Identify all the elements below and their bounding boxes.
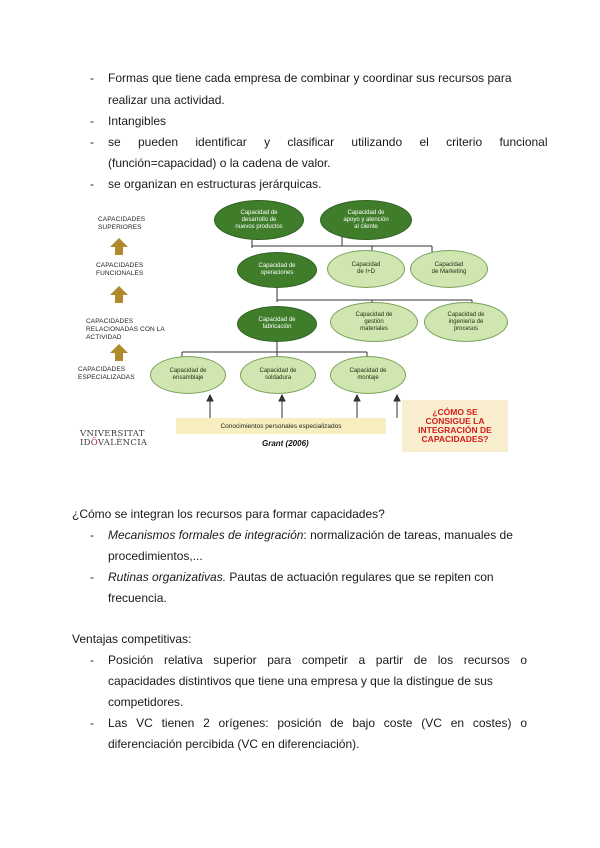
bullet-emphasis: Rutinas organizativas.: [108, 570, 227, 584]
support-arrowhead: [394, 395, 400, 401]
figure-source: Grant (2006): [262, 439, 309, 448]
node-gestion-materiales: Capacidad de gestión materiales: [330, 302, 418, 342]
base-knowledge-bar: Conocimientos personales especializados: [176, 418, 386, 434]
bullet-rest: Pautas de actuación regulares que se repiten con: [226, 570, 494, 584]
level-label-funcionales: CAPACIDADES FUNCIONALES: [96, 262, 144, 277]
support-arrowhead: [207, 395, 213, 401]
level-label-superiores: CAPACIDADES SUPERIORES: [98, 216, 146, 231]
arrow-up-stem: [115, 295, 123, 303]
integration-question-box: [402, 400, 508, 452]
bullet-text-line: Las VC tienen 2 orígenes: posición de bajo coste (VC en costes) o: [108, 716, 527, 730]
bullet-text-line: competidores.: [108, 695, 184, 709]
node-id: Capacidad de I+D: [327, 250, 405, 288]
question-line: ¿CÓMO SE: [432, 407, 478, 417]
question-line: CONSIGUE LA: [425, 416, 485, 426]
bullet-text-line: diferenciación percibida (VC en diferenciación).: [108, 737, 360, 751]
node-soldadura: Capacidad de soldadura: [240, 356, 316, 394]
level-label-actividad: CAPACIDADES RELACIONADAS CON LA ACTIVIDAD: [86, 318, 165, 341]
bullet-dash: -: [90, 177, 94, 191]
arrow-up-icon: [110, 238, 128, 247]
bullet-text-line: frecuencia.: [108, 591, 167, 605]
node-operaciones: Capacidad de operaciones: [237, 252, 317, 288]
support-arrowhead: [354, 395, 360, 401]
arrow-up-icon: [110, 344, 128, 353]
university-logo: [80, 430, 147, 448]
question-line: INTEGRACIÓN DE: [418, 425, 492, 435]
node-atencion-cliente: Capacidad de apoyo y atención al cliente: [320, 200, 412, 240]
node-montaje: Capacidad de montaje: [330, 356, 406, 394]
logo-line-2: IDÖVALÈNCIA: [80, 438, 148, 448]
arrow-up-stem: [115, 353, 123, 361]
bullet-text-line: Intangibles: [108, 114, 167, 128]
section-question: ¿Cómo se integran los recursos para formar capacidades?: [72, 507, 385, 521]
bullet-text-line: se organizan en estructuras jerárquicas.: [108, 177, 322, 191]
bullet-text-line: se pueden identificar y clasificar utilizando el criterio funcional: [108, 135, 548, 149]
bullet-text-line: (función=capacidad) o la cadena de valor.: [108, 156, 331, 170]
bullet-dash: -: [90, 528, 94, 542]
node-ensamblaje: Capacidad de ensamblaje: [150, 356, 226, 394]
node-ingenieria-procesos: Capacidad de ingeniería de procesos: [424, 302, 508, 342]
node-fabricacion: Capacidad de fabricación: [237, 306, 317, 342]
arrow-up-icon: [110, 286, 128, 295]
bullet-text-line: [108, 528, 513, 542]
bullet-text-line: capacidades distintivos que tiene una empresa y que la distingue de sus: [108, 674, 493, 688]
bullet-dash: -: [90, 135, 94, 149]
bullet-dash: -: [90, 716, 94, 730]
support-arrowhead: [279, 395, 285, 401]
bullet-dash: -: [90, 71, 94, 85]
arrow-up-stem: [115, 247, 123, 255]
logo-line-1: VNIVERSITAT: [80, 429, 145, 439]
bullet-text-line: realizar una actividad.: [108, 93, 225, 107]
capabilities-hierarchy-figure: [72, 196, 512, 460]
bullet-text-line: Formas que tiene cada empresa de combinar y coordinar sus recursos para: [108, 71, 512, 85]
section-heading: Ventajas competitivas:: [72, 632, 192, 646]
bullet-rest: : normalización de tareas, manuales de: [303, 528, 513, 542]
bullet-text-line: [108, 570, 527, 584]
bullet-dash: -: [90, 653, 94, 667]
logo-mark: Ö: [90, 438, 98, 448]
level-label-especializadas: CAPACIDADES ESPECIALIZADAS: [78, 366, 135, 381]
node-nuevos-productos: Capacidad de desarrollo de nuevos productos: [214, 200, 304, 240]
bullet-text-line: procedimientos,...: [108, 549, 203, 563]
bullet-emphasis: Mecanismos formales de integración: [108, 528, 304, 542]
node-marketing: Capacidad de Marketing: [410, 250, 488, 288]
bullet-dash: -: [90, 570, 94, 584]
bullet-dash: -: [90, 114, 94, 128]
question-line: CAPACIDADES?: [421, 434, 489, 444]
bullet-text-line: Posición relativa superior para competir a partir de los recursos o: [108, 653, 527, 667]
